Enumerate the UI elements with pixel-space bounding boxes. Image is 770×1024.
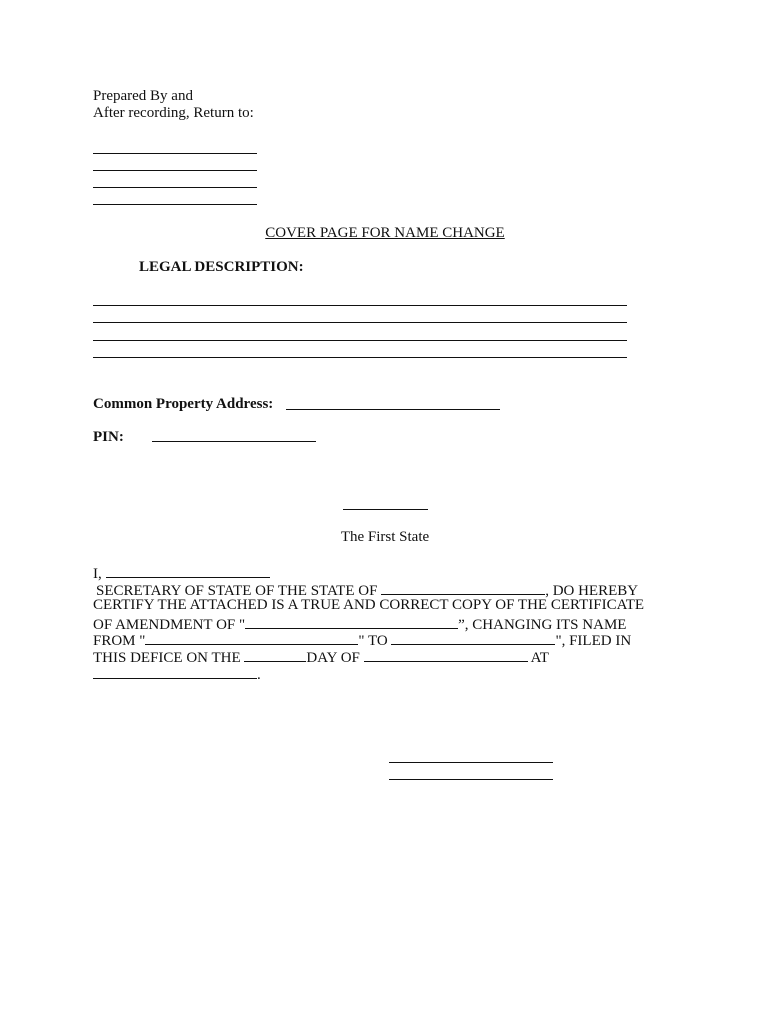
property-address-label: Common Property Address: <box>93 396 274 412</box>
prepared-by-label: Prepared By and <box>93 88 193 104</box>
return-address-line-3[interactable] <box>93 187 257 188</box>
place-blank[interactable] <box>93 664 257 679</box>
certificate-text: . <box>257 667 261 683</box>
signature-line-2[interactable] <box>389 779 553 780</box>
amendment-blank[interactable] <box>245 614 458 629</box>
legal-description-line-3[interactable] <box>93 340 627 341</box>
from-name-blank[interactable] <box>145 630 358 645</box>
day-blank[interactable] <box>244 647 306 662</box>
certificate-text: OF AMENDMENT OF " <box>93 617 246 633</box>
divider-line <box>343 509 428 510</box>
return-address-line-2[interactable] <box>93 170 257 171</box>
property-address-field[interactable] <box>286 409 500 410</box>
certificate-text: SECRETARY OF STATE OF THE STATE OF <box>96 583 378 599</box>
certificate-text: AT <box>530 650 549 666</box>
certificate-text: ", FILED IN <box>555 633 632 649</box>
legal-description-line-4[interactable] <box>93 357 627 358</box>
pin-field[interactable] <box>152 441 316 442</box>
certificate-i: I, <box>93 566 102 582</box>
name-blank[interactable] <box>106 563 270 578</box>
certificate-text: THIS DEFICE ON THE <box>93 650 241 666</box>
certificate-line-3: CERTIFY THE ATTACHED IS A TRUE AND CORRECT COPY OF THE CERTIFICATE <box>93 597 645 613</box>
certificate-line-7 <box>93 664 261 684</box>
to-name-blank[interactable] <box>391 630 555 645</box>
return-to-label: After recording, Return to: <box>93 105 254 121</box>
legal-description-line-1[interactable] <box>93 305 627 306</box>
state-blank[interactable] <box>381 580 545 595</box>
return-address-line-1[interactable] <box>93 153 257 154</box>
month-blank[interactable] <box>364 647 528 662</box>
certificate-text: FROM " <box>93 633 146 649</box>
document-title: COVER PAGE FOR NAME CHANGE <box>265 225 505 241</box>
certificate-text: DAY OF <box>306 650 360 666</box>
legal-description-line-2[interactable] <box>93 322 627 323</box>
state-name: The First State <box>340 529 430 545</box>
legal-description-label: LEGAL DESCRIPTION: <box>139 259 304 275</box>
return-address-line-4[interactable] <box>93 204 257 205</box>
certificate-text: " TO <box>358 633 388 649</box>
signature-line-1[interactable] <box>389 762 553 763</box>
pin-label: PIN: <box>93 429 124 445</box>
certificate-text: , DO HEREBY <box>545 583 639 599</box>
certificate-text: ”, CHANGING ITS NAME <box>458 617 627 633</box>
